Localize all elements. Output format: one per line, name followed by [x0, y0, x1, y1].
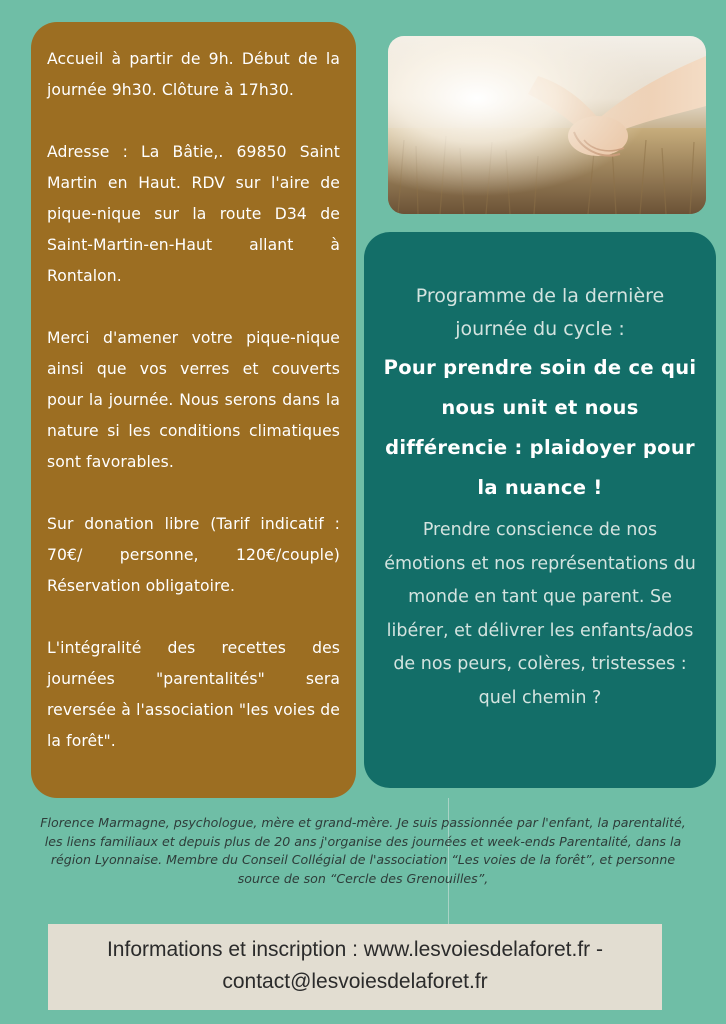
contact-line-website[interactable]: Informations et inscription : www.lesvoiesdelaforet.fr - [106, 938, 604, 961]
hours-text: Accueil à partir de 9h. Début de la journée 9h30. Clôture à 17h30. [47, 50, 340, 99]
proceeds-text: L'intégralité des recettes des journées "parentalités" sera reversée à l'association "les voies de la forêt". [47, 639, 340, 750]
practical-info-card [31, 22, 356, 798]
joined-hands-photo [388, 36, 706, 214]
picnic-text: Merci d'amener votre pique-nique ainsi que vos verres et couverts pour la journée. Nous serons dans la nature si les conditions climatiques sont favorables. [47, 329, 340, 471]
program-card [364, 232, 716, 788]
program-intro: Programme de la dernière journée du cycle : [415, 285, 665, 340]
program-title: Pour prendre soin de ce qui nous unit et nous différencie : plaidoyer pour la nuance ! [383, 356, 697, 499]
contact-line-email[interactable]: contact@lesvoiesdelaforet.fr [222, 970, 488, 993]
program-description: Prendre conscience de nos émotions et nos représentations du monde en tant que parent. Se libérer, et délivrer les enfants/ados de nos peurs, colères, tristesses : quel chemin ? [384, 520, 696, 708]
donation-text: Sur donation libre (Tarif indicatif : 70€/ personne, 120€/couple) Réservation obligatoire. [47, 515, 340, 595]
author-bio: Florence Marmagne, psychologue, mère et grand-mère. Je suis passionnée par l'enfant, la parentalité, les liens familiaux et depuis plus de 20 ans j'organise des journées et week-ends Parentalité, dans la région Lyonnaise. Membre du Conseil Collégial de l'association “Les voies de la forêt”, et personne source de son “Cercle des Grenouilles”, [40, 815, 686, 886]
contact-box [48, 924, 662, 1010]
hands-illustration [388, 36, 706, 214]
address-text: Adresse : La Bâtie,. 69850 Saint Martin en Haut. RDV sur l'aire de pique-nique sur la route D34 de Saint-Martin-en-Haut allant à Rontalon. [47, 143, 340, 285]
